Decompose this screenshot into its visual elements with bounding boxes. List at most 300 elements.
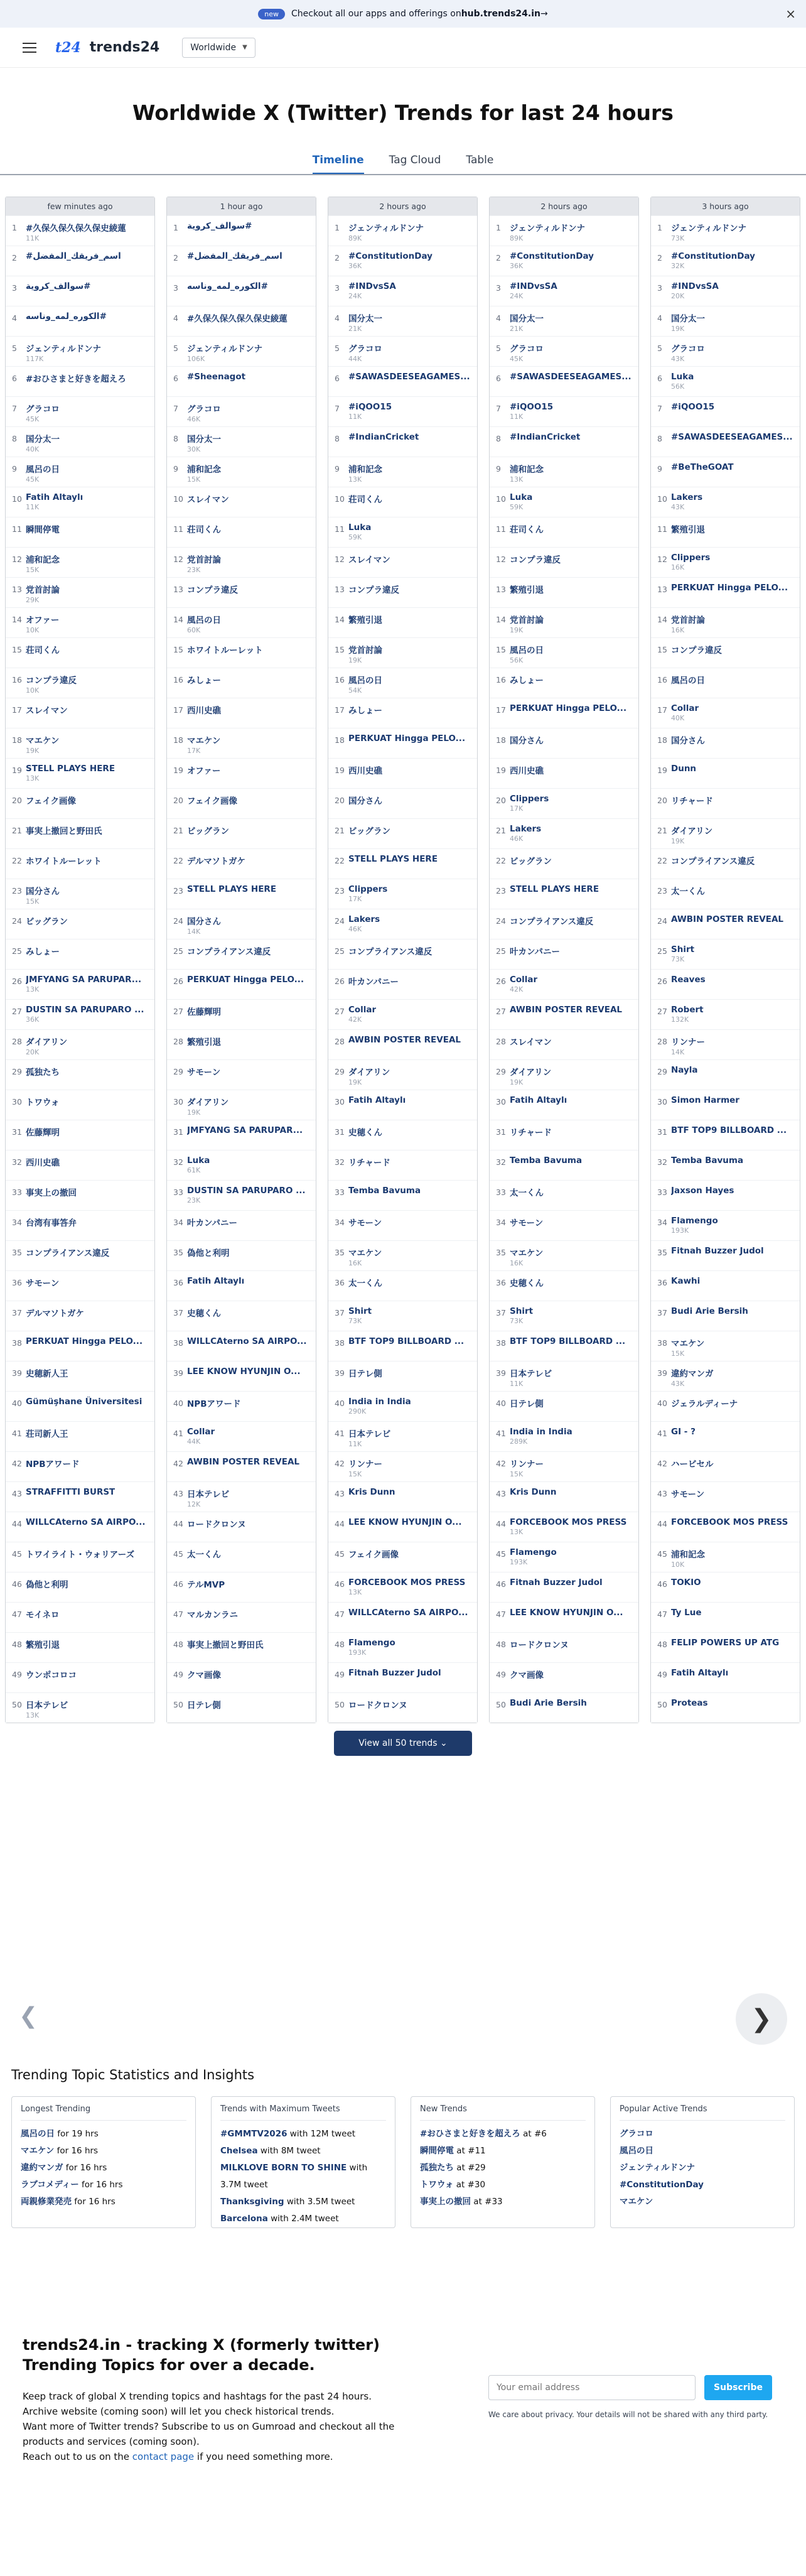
trend-name[interactable]: Simon Harmer	[671, 1095, 739, 1105]
trend-name[interactable]: Collar	[671, 703, 699, 713]
trend-name[interactable]: DUSTIN SA PARUPARO ...	[187, 1186, 306, 1196]
trend-row[interactable]	[490, 487, 638, 517]
trend-name[interactable]: トワウォ	[26, 1098, 60, 1108]
trend-row[interactable]	[328, 1361, 477, 1391]
trend-name[interactable]: 事実上撤回と野田氏	[26, 826, 102, 836]
trend-name[interactable]: Collar	[348, 1005, 377, 1015]
trend-name[interactable]: Budi Arie Bersih	[671, 1306, 748, 1316]
trend-name[interactable]: マルカンラニ	[187, 1610, 238, 1620]
trend-row[interactable]	[328, 1602, 477, 1632]
trend-row[interactable]	[490, 1240, 638, 1270]
trend-row[interactable]	[167, 607, 316, 637]
trend-row[interactable]	[490, 999, 638, 1029]
trend-name[interactable]: Shirt	[671, 944, 695, 955]
trend-name[interactable]: Fitnah Buzzer Judol	[671, 1246, 764, 1256]
trend-row[interactable]	[328, 1451, 477, 1481]
trend-row[interactable]	[167, 547, 316, 577]
trend-row[interactable]	[490, 1542, 638, 1572]
trend-row[interactable]	[167, 1059, 316, 1090]
trend-name[interactable]: デルマソトガケ	[26, 1309, 85, 1319]
trend-name[interactable]: リチャード	[510, 1128, 552, 1138]
trend-name[interactable]: DUSTIN SA PARUPARO ...	[26, 1005, 144, 1015]
trend-row[interactable]	[6, 999, 154, 1029]
trend-row[interactable]	[6, 1301, 154, 1331]
trend-name[interactable]: STRAFFITTI BURST	[26, 1487, 116, 1497]
trend-name[interactable]: #اسم_فريقك_المفضل	[26, 251, 121, 261]
trend-row[interactable]	[490, 939, 638, 969]
trend-row[interactable]	[328, 306, 477, 336]
stat-trend-link[interactable]: MILKLOVE BORN TO SHINE	[220, 2163, 347, 2173]
chevron-left-icon[interactable]: ❮	[19, 2003, 38, 2029]
trend-name[interactable]: コンプラ違反	[671, 646, 722, 656]
trend-name[interactable]: コンプライアンス違反	[510, 917, 594, 927]
stat-trend-link[interactable]: ラブコメディー	[21, 2180, 79, 2190]
trend-name[interactable]: 風呂の日	[26, 465, 60, 475]
trend-row[interactable]	[328, 668, 477, 698]
trend-row[interactable]	[651, 1240, 800, 1270]
trend-name[interactable]: WILLCAterno SA AIRPO...	[348, 1608, 468, 1618]
trend-row[interactable]	[490, 909, 638, 939]
trend-row[interactable]	[328, 909, 477, 939]
trend-name[interactable]: 党首討論	[26, 585, 60, 595]
trend-row[interactable]	[490, 1301, 638, 1331]
trend-name[interactable]: Fatih Altaylı	[26, 492, 83, 502]
trend-row[interactable]	[328, 939, 477, 969]
trend-name[interactable]: Temba Bavuma	[671, 1155, 744, 1166]
trend-row[interactable]	[328, 999, 477, 1029]
trend-row[interactable]	[328, 517, 477, 547]
trend-name[interactable]: モイネロ	[26, 1610, 60, 1620]
trend-name[interactable]: 荘司くん	[348, 495, 382, 505]
trend-row[interactable]	[651, 879, 800, 909]
trend-row[interactable]	[651, 1391, 800, 1421]
trend-row[interactable]	[6, 366, 154, 396]
trend-row[interactable]	[651, 637, 800, 668]
trend-name[interactable]: 西川史礁	[510, 766, 544, 776]
trend-name[interactable]: 荘司くん	[26, 646, 60, 656]
trend-name[interactable]: 荘司くん	[510, 525, 544, 535]
trend-name[interactable]: FELIP POWERS UP ATG	[671, 1638, 780, 1648]
trend-name[interactable]: グラコロ	[26, 404, 60, 414]
trend-name[interactable]: Fitnah Buzzer Judol	[510, 1578, 603, 1588]
stat-trend-link[interactable]: #GMMTV2026	[220, 2129, 287, 2139]
trend-row[interactable]	[490, 607, 638, 637]
trend-name[interactable]: 佐藤輝明	[187, 1007, 221, 1017]
trend-name[interactable]: Luka	[187, 1155, 210, 1166]
trend-row[interactable]	[490, 758, 638, 788]
trend-row[interactable]	[328, 1421, 477, 1451]
trend-name[interactable]: Collar	[187, 1427, 215, 1437]
trend-name[interactable]: سوالف_كروية#	[26, 281, 91, 291]
trend-name[interactable]: #SAWASDEESEAGAMES...	[348, 372, 470, 382]
trend-row[interactable]	[490, 1210, 638, 1240]
trend-name[interactable]: ウンポコロコ	[26, 1670, 77, 1680]
view-all-trends-button[interactable]: View all 50 trends ⌄	[334, 1731, 472, 1756]
trend-name[interactable]: 浦和記念	[510, 465, 544, 475]
trend-row[interactable]	[167, 879, 316, 909]
stat-trend-link[interactable]: 瞬間停電	[420, 2146, 454, 2156]
logo-text[interactable]: trends24	[89, 40, 160, 55]
trend-row[interactable]	[490, 1270, 638, 1301]
trend-name[interactable]: Dunn	[671, 764, 697, 774]
stat-trend-link[interactable]: #おひさまと好きを超えろ	[420, 2129, 520, 2139]
stat-trend-link[interactable]: マエケン	[21, 2146, 55, 2156]
trend-name[interactable]: Flamengo	[348, 1638, 395, 1648]
trend-name[interactable]: ダイアリン	[671, 826, 713, 836]
trend-name[interactable]: ジェラルディーナ	[671, 1399, 738, 1409]
trend-row[interactable]	[6, 848, 154, 879]
trend-name[interactable]: ジェンティルドンナ	[187, 344, 263, 354]
trend-name[interactable]: コンプラ違反	[187, 585, 238, 595]
trend-name[interactable]: サモーン	[26, 1279, 60, 1289]
trend-name[interactable]: リンナー	[510, 1459, 544, 1469]
trend-row[interactable]	[167, 1240, 316, 1270]
trend-row[interactable]	[651, 1572, 800, 1602]
trend-name[interactable]: #おひさまと好きを超えろ	[26, 374, 126, 384]
trend-name[interactable]: 偽他と利明	[26, 1580, 68, 1590]
trend-name[interactable]: オファー	[26, 615, 60, 625]
trend-row[interactable]	[328, 969, 477, 999]
trend-name[interactable]: 叶カンパニー	[510, 947, 561, 957]
trend-row[interactable]	[651, 487, 800, 517]
trend-name[interactable]: Gümüşhane Üniversitesi	[26, 1397, 142, 1407]
trend-name[interactable]: Shirt	[348, 1306, 372, 1316]
trend-row[interactable]	[651, 818, 800, 848]
trend-row[interactable]	[167, 1512, 316, 1542]
trend-name[interactable]: ホワイトルーレット	[187, 646, 263, 656]
trend-name[interactable]: 風呂の日	[348, 676, 382, 686]
trend-row[interactable]	[6, 517, 154, 547]
trend-row[interactable]	[328, 1301, 477, 1331]
trend-row[interactable]	[328, 246, 477, 276]
trend-row[interactable]	[490, 848, 638, 879]
trend-name[interactable]: 日本テレビ	[348, 1429, 391, 1439]
trend-name[interactable]: 事実上撤回と野田氏	[187, 1640, 264, 1650]
trend-row[interactable]	[328, 1090, 477, 1120]
trend-row[interactable]	[490, 1090, 638, 1120]
trend-row[interactable]	[328, 487, 477, 517]
trend-row[interactable]	[651, 1662, 800, 1692]
trend-name[interactable]: Shirt	[510, 1306, 534, 1316]
trend-row[interactable]	[651, 1090, 800, 1120]
trend-row[interactable]	[6, 215, 154, 246]
trend-name[interactable]: PERKUAT Hingga PELO...	[510, 703, 627, 713]
trend-row[interactable]	[651, 848, 800, 879]
trend-row[interactable]	[490, 1602, 638, 1632]
trend-name[interactable]: フェイク画像	[348, 1550, 399, 1560]
trend-row[interactable]	[167, 1421, 316, 1451]
trend-name[interactable]: Fitnah Buzzer Judol	[348, 1668, 441, 1678]
trend-name[interactable]: 西川史礁	[348, 766, 382, 776]
trend-name[interactable]: Fatih Altaylı	[671, 1668, 729, 1678]
trend-row[interactable]	[6, 969, 154, 999]
trend-row[interactable]	[651, 788, 800, 818]
trend-name[interactable]: フェイク画像	[187, 796, 238, 806]
trend-row[interactable]	[6, 547, 154, 577]
trend-name[interactable]: India in India	[348, 1397, 411, 1407]
trend-name[interactable]: 国分さん	[510, 736, 544, 746]
trend-row[interactable]	[651, 306, 800, 336]
tab-table[interactable]: Table	[466, 154, 494, 166]
trend-name[interactable]: NPBアワード	[26, 1459, 80, 1469]
trend-name[interactable]: 風呂の日	[510, 646, 544, 656]
trend-row[interactable]	[328, 1542, 477, 1572]
trend-row[interactable]	[167, 1120, 316, 1150]
trend-row[interactable]	[490, 698, 638, 728]
trend-row[interactable]	[490, 547, 638, 577]
trend-name[interactable]: スレイマン	[348, 555, 390, 565]
trend-row[interactable]	[328, 577, 477, 607]
trend-row[interactable]	[651, 1270, 800, 1301]
trend-row[interactable]	[651, 1692, 800, 1723]
trend-name[interactable]: Jaxson Hayes	[671, 1186, 734, 1196]
trend-name[interactable]: ジェンティルドンナ	[26, 344, 102, 354]
trend-name[interactable]: 太一くん	[348, 1279, 382, 1289]
trend-name[interactable]: Luka	[671, 372, 694, 382]
stat-trend-link[interactable]: 風呂の日	[21, 2129, 55, 2139]
trend-name[interactable]: 日本テレビ	[26, 1701, 68, 1711]
trend-row[interactable]	[6, 607, 154, 637]
trend-name[interactable]: 浦和記念	[348, 465, 382, 475]
trend-row[interactable]	[6, 1542, 154, 1572]
trend-row[interactable]	[6, 1120, 154, 1150]
trend-name[interactable]: Luka	[510, 492, 533, 502]
trend-name[interactable]: Reaves	[671, 975, 706, 985]
trend-row[interactable]	[6, 909, 154, 939]
trend-row[interactable]	[167, 728, 316, 758]
trend-row[interactable]	[490, 215, 638, 246]
trend-name[interactable]: Lakers	[510, 824, 542, 834]
trend-row[interactable]	[490, 366, 638, 396]
trend-name[interactable]: ダイアリン	[348, 1068, 390, 1078]
trend-row[interactable]	[490, 637, 638, 668]
trend-row[interactable]	[167, 1572, 316, 1602]
trend-name[interactable]: 叶カンパニー	[187, 1218, 238, 1228]
trend-row[interactable]	[651, 1301, 800, 1331]
trend-name[interactable]: #ConstitutionDay	[510, 251, 594, 261]
trend-row[interactable]	[490, 246, 638, 276]
trend-name[interactable]: Ty Lue	[671, 1608, 702, 1618]
trend-name[interactable]: ジェンティルドンナ	[510, 224, 586, 234]
trend-name[interactable]: コンプライアンス違反	[187, 947, 271, 957]
trend-row[interactable]	[490, 1029, 638, 1059]
stat-trend-link[interactable]: 風呂の日	[620, 2146, 653, 2156]
trend-row[interactable]	[651, 396, 800, 426]
trend-name[interactable]: 繁殖引退	[348, 615, 382, 625]
trend-row[interactable]	[490, 577, 638, 607]
trend-row[interactable]	[6, 637, 154, 668]
trend-row[interactable]	[167, 848, 316, 879]
trend-row[interactable]	[6, 1421, 154, 1451]
trend-name[interactable]: ビッグラン	[510, 857, 552, 867]
trend-row[interactable]	[651, 1150, 800, 1180]
trend-row[interactable]	[328, 728, 477, 758]
trend-name[interactable]: 日本テレビ	[187, 1490, 230, 1500]
trend-name[interactable]: LEE KNOW HYUNJIN O...	[510, 1608, 623, 1618]
trend-row[interactable]	[490, 1180, 638, 1210]
trend-row[interactable]	[651, 1029, 800, 1059]
trend-row[interactable]	[167, 909, 316, 939]
trend-row[interactable]	[651, 1059, 800, 1090]
trend-row[interactable]	[651, 1451, 800, 1481]
trend-name[interactable]: コンプラ違反	[26, 676, 77, 686]
trend-row[interactable]	[651, 366, 800, 396]
trend-name[interactable]: 繁殖引退	[671, 525, 705, 535]
trend-name[interactable]: 国分さん	[187, 917, 221, 927]
trend-name[interactable]: 浦和記念	[671, 1550, 705, 1560]
trend-name[interactable]: ロードクロンヌ	[187, 1520, 246, 1530]
trend-name[interactable]: الكوره_لمه_وناسه#	[26, 311, 107, 322]
trend-row[interactable]	[167, 396, 316, 426]
close-icon[interactable]: ×	[785, 6, 796, 21]
trend-name[interactable]: Fatih Altaylı	[348, 1095, 406, 1105]
trend-row[interactable]	[328, 1029, 477, 1059]
trend-row[interactable]	[167, 999, 316, 1029]
trend-name[interactable]: みしょー	[26, 947, 60, 957]
trend-name[interactable]: WILLCAterno SA AIRPO...	[187, 1336, 307, 1346]
trend-row[interactable]	[328, 1270, 477, 1301]
stat-trend-link[interactable]: #ConstitutionDay	[620, 2180, 704, 2190]
trend-name[interactable]: 史穂くん	[348, 1128, 382, 1138]
trend-name[interactable]: スレイマン	[187, 495, 229, 505]
trend-name[interactable]: BTF TOP9 BILLBOARD ...	[348, 1336, 465, 1346]
trend-row[interactable]	[490, 818, 638, 848]
trend-name[interactable]: NPBアワード	[187, 1399, 241, 1409]
trend-row[interactable]	[6, 1602, 154, 1632]
trend-row[interactable]	[328, 1572, 477, 1602]
trend-name[interactable]: #INDvsSA	[510, 281, 557, 291]
trend-name[interactable]: リチャード	[348, 1158, 390, 1168]
trend-row[interactable]	[328, 758, 477, 788]
trend-row[interactable]	[651, 1602, 800, 1632]
trend-name[interactable]: クマ画像	[187, 1670, 221, 1680]
trend-name[interactable]: コンプライアンス違反	[348, 947, 433, 957]
trend-name[interactable]: 繁殖引退	[26, 1640, 60, 1650]
trend-name[interactable]: STELL PLAYS HERE	[26, 764, 116, 774]
trend-name[interactable]: 国分太一	[26, 435, 60, 445]
trend-name[interactable]: クマ画像	[510, 1670, 544, 1680]
trend-row[interactable]	[167, 1270, 316, 1301]
trend-name[interactable]: #ConstitutionDay	[348, 251, 433, 261]
trend-name[interactable]: テルMVP	[187, 1580, 225, 1590]
trend-row[interactable]	[6, 1361, 154, 1391]
trend-name[interactable]: Clippers	[510, 794, 549, 804]
trend-row[interactable]	[167, 668, 316, 698]
trend-name[interactable]: #BeTheGOAT	[671, 462, 734, 472]
trend-name[interactable]: #久保久保久保久保史綾蓮	[187, 314, 287, 324]
trend-row[interactable]	[167, 215, 316, 246]
stat-trend-link[interactable]: マエケン	[620, 2197, 653, 2207]
trend-row[interactable]	[167, 788, 316, 818]
trend-row[interactable]	[328, 1210, 477, 1240]
tab-timeline[interactable]: Timeline	[313, 154, 364, 174]
trend-row[interactable]	[167, 246, 316, 276]
trend-name[interactable]: BTF TOP9 BILLBOARD ...	[510, 1336, 626, 1346]
trend-name[interactable]: 違約マンガ	[671, 1369, 714, 1379]
trend-row[interactable]	[167, 1662, 316, 1692]
trend-row[interactable]	[167, 939, 316, 969]
trend-row[interactable]	[167, 637, 316, 668]
stat-trend-link[interactable]: Chelsea	[220, 2146, 258, 2156]
trend-row[interactable]	[167, 366, 316, 396]
trend-row[interactable]	[490, 1361, 638, 1391]
trend-row[interactable]	[328, 1059, 477, 1090]
trend-name[interactable]: #Sheenagot	[187, 372, 246, 382]
trend-row[interactable]	[328, 1692, 477, 1723]
trend-row[interactable]	[490, 1059, 638, 1090]
trend-row[interactable]	[490, 1391, 638, 1421]
trend-row[interactable]	[167, 1331, 316, 1361]
trend-row[interactable]	[328, 1240, 477, 1270]
trend-row[interactable]	[6, 1210, 154, 1240]
trend-name[interactable]: 国分さん	[671, 736, 705, 746]
trend-row[interactable]	[651, 1481, 800, 1512]
trend-row[interactable]	[6, 1270, 154, 1301]
trend-name[interactable]: Lakers	[671, 492, 703, 502]
email-field[interactable]	[488, 2375, 696, 2400]
trend-row[interactable]	[490, 1662, 638, 1692]
trend-row[interactable]	[490, 1421, 638, 1451]
trend-name[interactable]: マエケン	[510, 1248, 544, 1258]
trend-name[interactable]: コンプライアンス違反	[26, 1248, 110, 1258]
trend-row[interactable]	[651, 1180, 800, 1210]
trend-row[interactable]	[6, 457, 154, 487]
trend-name[interactable]: Lakers	[348, 914, 380, 924]
trend-row[interactable]	[6, 1692, 154, 1723]
trend-row[interactable]	[6, 1662, 154, 1692]
trend-row[interactable]	[167, 758, 316, 788]
trend-row[interactable]	[651, 1120, 800, 1150]
trend-row[interactable]	[6, 336, 154, 366]
trend-name[interactable]: TOKIO	[671, 1578, 701, 1588]
trend-name[interactable]: マエケン	[348, 1248, 382, 1258]
trend-name[interactable]: STELL PLAYS HERE	[348, 854, 438, 864]
stat-trend-link[interactable]: 両親修業発売	[21, 2197, 72, 2207]
trend-row[interactable]	[328, 1512, 477, 1542]
trend-name[interactable]: 繁殖引退	[187, 1037, 221, 1047]
trend-name[interactable]: JMFYANG SA PARUPAR...	[187, 1125, 303, 1135]
trend-name[interactable]: PERKUAT Hingga PELO...	[671, 583, 788, 593]
trend-name[interactable]: みしょー	[187, 676, 221, 686]
trend-name[interactable]: #SAWASDEESEAGAMES...	[510, 372, 631, 382]
trend-row[interactable]	[651, 517, 800, 547]
trend-name[interactable]: 事実上の撤回	[26, 1188, 77, 1198]
trend-row[interactable]	[6, 728, 154, 758]
trend-row[interactable]	[328, 1391, 477, 1421]
trend-row[interactable]	[167, 1090, 316, 1120]
trend-name[interactable]: スレイマン	[26, 706, 68, 716]
trend-row[interactable]	[651, 668, 800, 698]
trend-name[interactable]: 党首討論	[510, 615, 544, 625]
trend-name[interactable]: 史穂くん	[510, 1279, 544, 1289]
trend-name[interactable]: Kawhi	[671, 1276, 701, 1286]
trend-row[interactable]	[651, 215, 800, 246]
trend-name[interactable]: الكوره_لمه_وناسه#	[187, 281, 268, 291]
trend-row[interactable]	[328, 1150, 477, 1180]
trend-row[interactable]	[651, 336, 800, 366]
trend-row[interactable]	[6, 426, 154, 457]
trend-name[interactable]: ビッグラン	[348, 826, 390, 836]
trend-name[interactable]: グラコロ	[510, 344, 544, 354]
trend-row[interactable]	[167, 969, 316, 999]
stat-trend-link[interactable]: 孤独たち	[420, 2163, 454, 2173]
trend-row[interactable]	[6, 1180, 154, 1210]
trend-name[interactable]: みしょー	[348, 706, 382, 716]
chevron-right-icon[interactable]: ❯	[736, 1993, 787, 2045]
trend-name[interactable]: Fatih Altaylı	[510, 1095, 567, 1105]
trend-row[interactable]	[490, 1512, 638, 1542]
stat-trend-link[interactable]: Thanksgiving	[220, 2197, 284, 2207]
